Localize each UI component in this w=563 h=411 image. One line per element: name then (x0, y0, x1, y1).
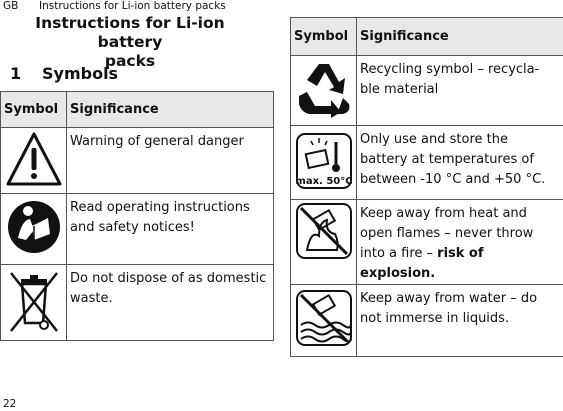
symbol-column-header: Symbol (291, 18, 357, 56)
table-header-row (291, 18, 563, 56)
max-temperature-label: max. 50°C (294, 176, 353, 187)
no-fire-icon (293, 200, 355, 262)
significance-column-header: Significance (67, 92, 274, 128)
section-title: Symbols (42, 64, 119, 83)
symbol-cell (1, 128, 67, 194)
significance-cell: Recycling symbol – recycla-ble material (357, 56, 563, 126)
table-row (1, 265, 274, 341)
significance-column-header: Significance (357, 18, 563, 56)
significance-cell (357, 200, 563, 285)
symbol-cell (291, 200, 357, 285)
read-manual-icon (4, 194, 64, 256)
symbol-cell (291, 285, 357, 357)
page-title (7, 14, 253, 71)
significance-cell: Read operating instructions and safety notices! (67, 194, 274, 265)
symbols-table-right (290, 17, 563, 357)
table-row (1, 128, 274, 194)
table-header-row (1, 92, 274, 128)
table-row (291, 56, 563, 126)
page-title-line-2: packs (104, 52, 156, 70)
running-title: Instructions for Li-ion battery packs (39, 0, 226, 12)
language-code: GB (3, 0, 19, 12)
symbol-cell (1, 194, 67, 265)
no-water-icon (293, 285, 355, 349)
section-number: 1 (10, 64, 22, 83)
table-row (291, 126, 563, 200)
significance-cell: Keep away from water – do not immerse in liquids. (357, 285, 563, 357)
table-row (1, 194, 274, 265)
table-row (291, 200, 563, 285)
symbol-cell (1, 265, 67, 341)
symbol-cell (291, 126, 357, 200)
section-heading (10, 64, 118, 83)
warning-triangle-icon (3, 128, 65, 190)
recycling-icon (293, 56, 355, 120)
max-temperature-icon (293, 126, 355, 192)
no-fire-text: Keep away from heat and open flames – never throw into a fire – (360, 206, 534, 261)
symbol-cell (291, 56, 357, 126)
symbol-column-header: Symbol (1, 92, 67, 128)
significance-cell: Do not dispose of as domestic waste. (67, 265, 274, 341)
crossed-out-wheeled-bin-icon (3, 265, 65, 337)
page-number: 22 (3, 398, 17, 410)
page-title-line-1: Instructions for Li-ion battery (35, 14, 225, 51)
significance-cell: Warning of general danger (67, 128, 274, 194)
symbols-table-left (0, 91, 274, 341)
explosion-warning: risk of explosion. (360, 246, 484, 281)
significance-cell: Only use and store the battery at temperatures of between -10 °C and +50 °C. (357, 126, 563, 200)
table-row (291, 285, 563, 357)
